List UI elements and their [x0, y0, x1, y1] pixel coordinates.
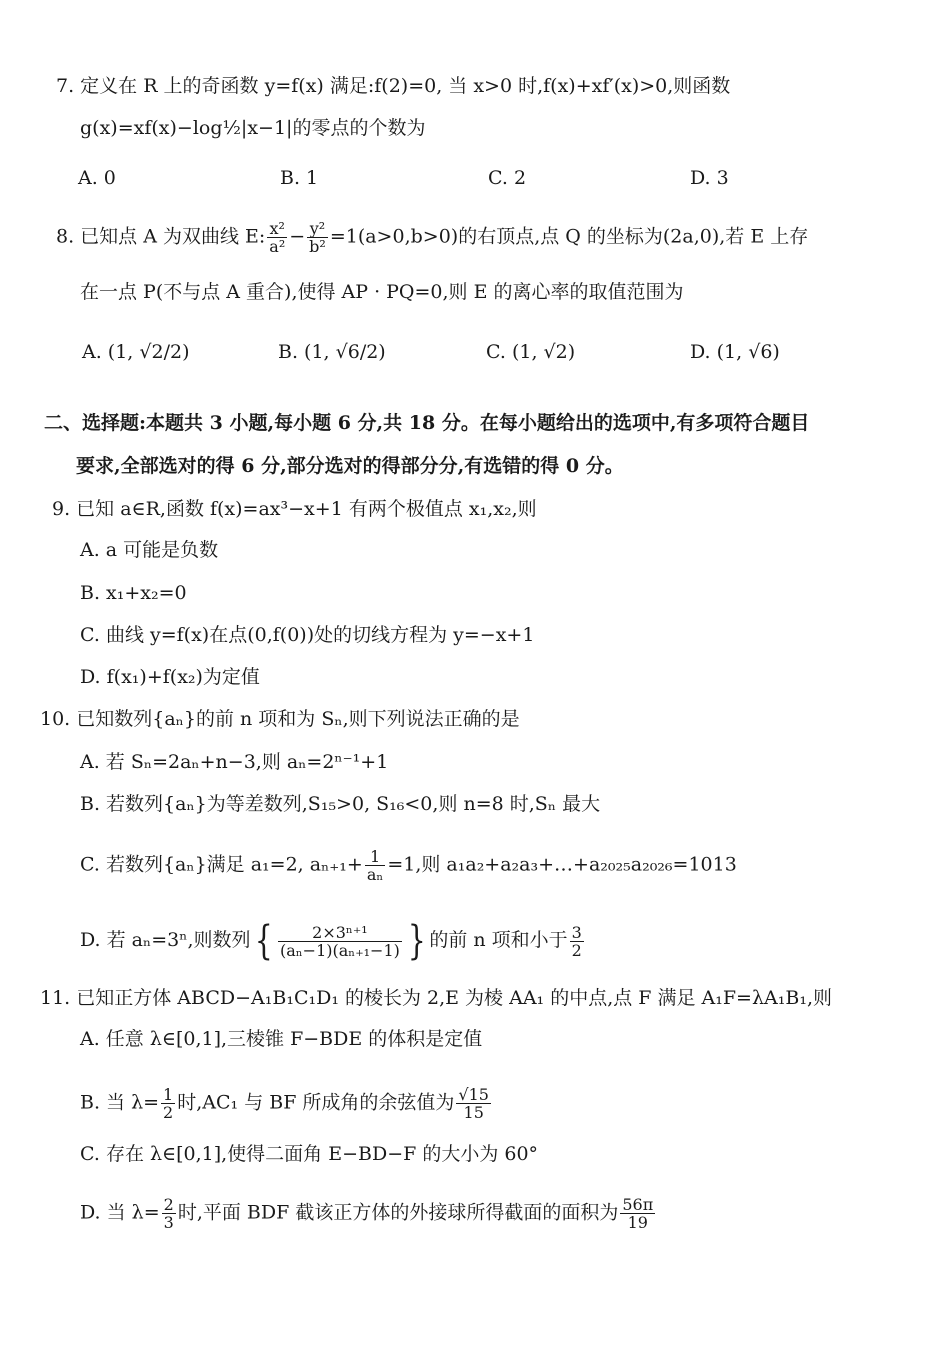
q8-frac-y-num: y²	[307, 220, 328, 238]
q10-option-a: A. 若 Sₙ=2aₙ+n−3,则 aₙ=2ⁿ⁻¹+1	[80, 751, 389, 773]
q8-option-c: C. (1, √2)	[486, 341, 576, 363]
q11-optd-frac	[162, 1196, 176, 1231]
q8-frac-y-den: b²	[309, 237, 326, 256]
q11-optd-frac2-den: 19	[627, 1213, 648, 1232]
section2-line2: 要求,全部选对的得 6 分,部分选对的得部分分,有选错的得 0 分。	[76, 455, 624, 477]
q10-optd-frac-den: (aₙ−1)(aₙ₊₁−1)	[279, 940, 400, 960]
left-brace-icon: {	[254, 918, 273, 964]
q11-optd-frac-num: 2	[163, 1195, 174, 1214]
q10-optd-prefix: D. 若 aₙ=3ⁿ,则数列	[80, 929, 251, 951]
q10-optd-frac2-num: 3	[571, 922, 582, 942]
q9-option-b: B. x₁+x₂=0	[80, 582, 187, 604]
q11-optb-mid: 时,AC₁ 与 BF 所成角的余弦值为	[177, 1091, 455, 1114]
q10-optd-frac	[278, 924, 402, 959]
q10-optc-frac	[365, 848, 385, 883]
q9-stem: 9. 已知 a∈R,函数 f(x)=ax³−x+1 有两个极值点 x₁,x₂,则	[52, 498, 537, 520]
q8-minus: −	[289, 225, 306, 248]
q7-option-a: A. 0	[78, 167, 116, 189]
q8-line1-prefix: 8. 已知点 A 为双曲线 E:	[56, 225, 266, 248]
q8-line1	[56, 220, 808, 255]
q10-stem: 10. 已知数列{aₙ}的前 n 项和为 Sₙ,则下列说法正确的是	[40, 708, 520, 730]
q11-optb-frac2	[456, 1086, 491, 1121]
q7-option-d: D. 3	[690, 167, 729, 189]
q11-option-a: A. 任意 λ∈[0,1],三棱锥 F−BDE 的体积是定值	[80, 1028, 483, 1050]
q7-line2: g(x)=xf(x)−log½|x−1|的零点的个数为	[80, 117, 426, 139]
q11-stem: 11. 已知正方体 ABCD−A₁B₁C₁D₁ 的棱长为 2,E 为棱 AA₁ 的中点,点 F 满足 A₁F=λA₁B₁,则	[40, 987, 832, 1009]
q8-option-a: A. (1, √2/2)	[82, 341, 190, 363]
q8-frac-y	[307, 220, 328, 255]
q10-optc-suffix: =1,则 a₁a₂+a₂a₃+…+a₂₀₂₅a₂₀₂₆=1013	[387, 853, 737, 876]
q9-option-c: C. 曲线 y=f(x)在点(0,f(0))处的切线方程为 y=−x+1	[80, 624, 535, 646]
q9-option-d: D. f(x₁)+f(x₂)为定值	[80, 666, 260, 688]
q10-optd-suffix: 的前 n 项和小于	[429, 929, 568, 951]
q8-option-b: B. (1, √6/2)	[278, 341, 386, 363]
q11-optb-frac-num: 1	[163, 1085, 174, 1104]
q7-option-b: B. 1	[280, 167, 319, 189]
q10-optc-prefix: C. 若数列{aₙ}满足 a₁=2, aₙ₊₁+	[80, 853, 363, 876]
q8-frac-x	[267, 220, 287, 255]
q11-optb-frac2-den: 15	[463, 1103, 484, 1122]
q11-option-c: C. 存在 λ∈[0,1],使得二面角 E−BD−F 的大小为 60°	[80, 1143, 539, 1165]
q10-optc-frac-num: 1	[365, 848, 385, 866]
q10-optd-frac2-den: 2	[571, 940, 582, 960]
q8-frac-x-den: a²	[269, 237, 286, 256]
q11-option-d	[80, 1196, 657, 1231]
q10-optc-frac-den: aₙ	[366, 865, 384, 884]
q10-option-c	[80, 848, 737, 883]
q8-line1-suffix: =1(a>0,b>0)的右顶点,点 Q 的坐标为(2a,0),若 E 上存	[329, 225, 809, 248]
q11-optd-frac-den: 3	[163, 1213, 174, 1232]
q11-optb-frac2-num: √15	[458, 1085, 489, 1104]
q8-option-d: D. (1, √6)	[690, 341, 780, 363]
q10-option-b: B. 若数列{aₙ}为等差数列,S₁₅>0, S₁₆<0,则 n=8 时,Sₙ 最大	[80, 793, 601, 815]
q11-optb-prefix: B. 当 λ=	[80, 1091, 160, 1114]
right-brace-icon: }	[407, 918, 426, 964]
q11-optd-mid: 时,平面 BDF 截该正方体的外接球所得截面的面积为	[177, 1201, 619, 1224]
q11-optd-frac2	[620, 1196, 655, 1231]
q7-option-c: C. 2	[488, 167, 527, 189]
q11-optd-prefix: D. 当 λ=	[80, 1201, 160, 1224]
q11-optb-frac	[161, 1086, 175, 1121]
q10-optd-frac2	[570, 924, 584, 959]
q10-optd-frac-num: 2×3ⁿ⁺¹	[278, 924, 402, 942]
q7-line1: 7. 定义在 R 上的奇函数 y=f(x) 满足:f(2)=0, 当 x>0 时,f(x)+xf′(x)>0,则函数	[56, 75, 731, 97]
q10-option-d	[80, 918, 586, 964]
q8-frac-x-num: x²	[267, 220, 287, 238]
q11-option-b	[80, 1086, 493, 1121]
q11-optd-frac2-num: 56π	[622, 1195, 654, 1214]
q9-option-a: A. a 可能是负数	[80, 539, 219, 561]
q11-optb-frac-den: 2	[163, 1103, 174, 1122]
section2-line1: 二、选择题:本题共 3 小题,每小题 6 分,共 18 分。在每小题给出的选项中,有多项符合题目	[44, 412, 810, 434]
q8-line2: 在一点 P(不与点 A 重合),使得 AP · PQ=0,则 E 的离心率的取值范围为	[80, 281, 684, 303]
